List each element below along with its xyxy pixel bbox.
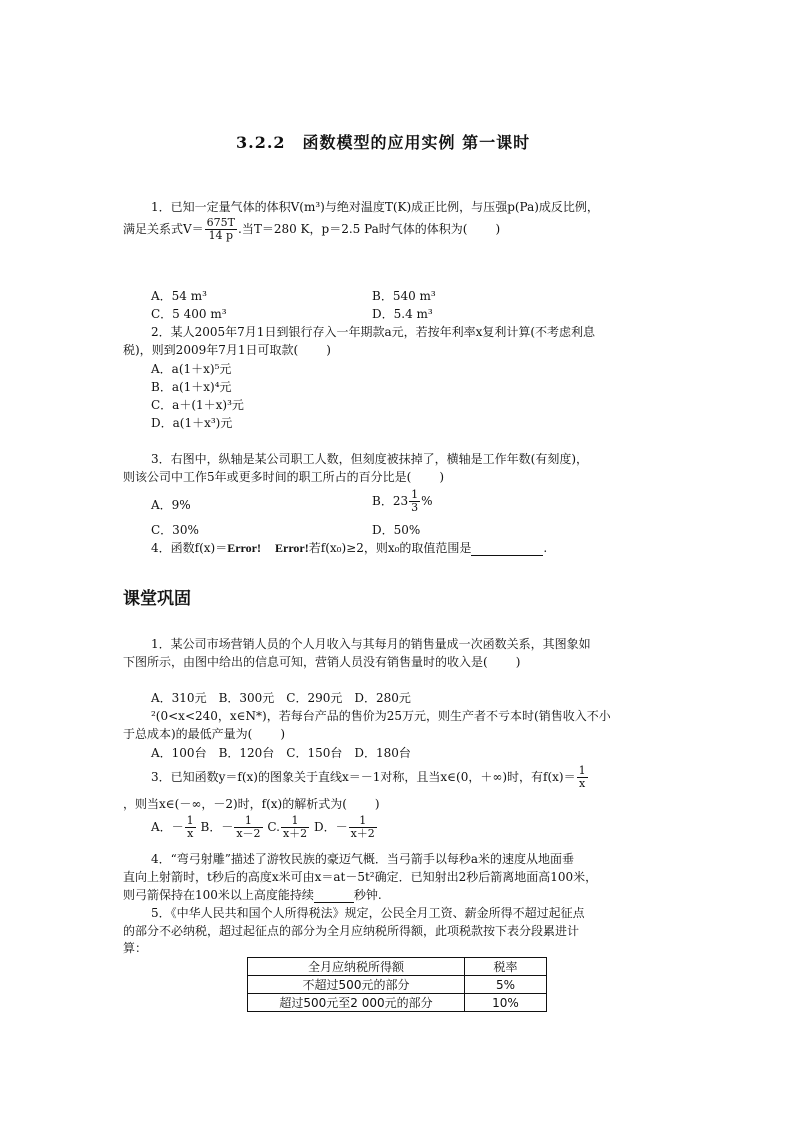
q1-frac-denominator: 14 p [208,229,234,242]
q3-option-b [372,489,433,514]
tax-rate-table [247,957,547,1012]
page-title: 3.2.2 函数模型的应用实例 第一课时 [236,133,531,152]
p1-options: A．310元 B．300元 C．290元 D．280元 [151,691,411,705]
p3-a-denominator: x [187,827,194,840]
p3-option-d-fraction [349,815,377,840]
p5-line1: 5．《中华人民共和国个人所得税法》规定，公民全月工资、薪金所得不超过起征点 [151,906,585,920]
q2-close-paren: ) [326,343,331,357]
p3-fx-denominator: x [579,777,586,790]
p2-line1: ²(0<x<240，x∈N*)，若每台产品的售价为25万元，则生产者不亏本时(销售收入不小 [151,709,611,723]
table-cell-bracket: 超过500元至2 000元的部分 [248,994,465,1012]
p2-close-paren: ) [280,727,286,741]
q1-line2-pre: 满足关系式V＝ [123,222,204,236]
q4-error-2: Error! [274,541,309,555]
p3-close-paren: ) [374,797,380,811]
q1-line2 [123,217,500,242]
table-cell-rate: 10% [465,994,547,1012]
q2-option-a: A．a(1＋x)⁵元 [151,362,232,376]
p5-line3: 算： [123,941,148,955]
p4-line3-post: 秒钟. [353,888,382,902]
table-header-row [248,958,547,976]
p3-d-denominator: x＋2 [350,827,375,840]
p3-b-numerator: 1 [234,815,262,828]
p2-line2-text: 于总成本)的最低产量为( [123,727,253,741]
p2-options: A．100台 B．120台 C．150台 D．180台 [151,746,411,760]
p4-line1: 4．“弯弓射雕”描述了游牧民族的豪迈气概．当弓箭手以每秒a米的速度从地面垂 [151,852,575,866]
p3-line2-text: ，则当x∈(－∞，－2)时，f(x)的解析式为( [123,797,347,811]
q3-option-b-fraction [409,489,420,514]
q1-line1: 1．已知一定量气体的体积V(m³)与绝对温度T(K)成正比例，与压强p(Pa)成反比例， [151,200,599,214]
q4-error-1: Error! [227,541,261,555]
q1-formula-fraction [205,217,237,242]
p3-b-denominator: x－2 [236,827,261,840]
q2-line2-text: 税)，则到2009年7月1日可取款( [123,343,299,357]
q1-option-c: C．5 400 m³ [151,307,227,321]
p4-line3-pre: 则弓箭保持在100米以上高度能持续 [123,888,314,902]
p3-fx-numerator: 1 [578,764,586,777]
q4-post: 若f(x₀)≥2，则x₀的取值范围是 [308,541,472,555]
q3-option-b-pre: B．23 [372,494,409,508]
q4-line [151,540,547,556]
p4-line2: 直向上射箭时，t秒后的高度x米可由x＝at－5t²确定．已知射出2秒后箭离地面高100米， [123,870,598,884]
q3-option-d: D．50% [372,523,421,537]
table-header-income: 全月应纳税所得额 [248,958,465,976]
q3-line2 [123,469,444,485]
p1-line1: 1．某公司市场营销人员的个人月收入与其每月的销售量成一次函数关系，其图象如 [151,637,591,651]
p2-line2 [123,726,285,742]
p1-line2 [123,654,520,670]
q3-close-paren: ) [439,470,445,484]
p3-option-a-fraction [185,815,196,840]
p3-d-numerator: 1 [349,815,377,828]
table-row [248,976,547,994]
q1-option-b: B．540 m³ [372,289,436,303]
q1-close-paren: ) [495,222,501,236]
q3-b-numerator: 1 [411,488,419,501]
p3-c-denominator: x＋2 [282,827,308,840]
q2-option-d: D．a(1＋x³)元 [151,416,233,430]
p3-option-a-pre: A．－ [151,820,184,834]
table-cell-rate: 5% [465,976,547,994]
p3-c-numerator: 1 [281,815,309,828]
q3-option-c: C．30% [151,523,199,537]
q2-option-b: B．a(1＋x)⁴元 [151,380,232,394]
q4-answer-blank [471,555,543,556]
p3-option-d-pre: D．－ [313,820,348,834]
q2-line2 [123,342,331,358]
p3-option-b-pre: B．－ [200,820,234,834]
table-row [248,994,547,1012]
p3-a-numerator: 1 [186,814,194,827]
q3-line1: 3．右图中，纵轴是某公司职工人数，但刻度被抹掉了，横轴是工作年数(有刻度)， [151,452,589,466]
q2-option-c: C．a＋(1＋x)³元 [151,398,244,412]
table-cell-bracket: 不超过500元的部分 [248,976,465,994]
q3-option-a: A．9% [151,498,191,512]
q3-option-b-post: % [421,494,433,508]
p5-line2: 的部分不必纳税，超过起征点的部分为全月应纳税所得额，此项税款按下表分段累进计 [123,924,580,938]
section-heading: 课堂巩固 [123,589,191,609]
p4-answer-blank [314,902,354,903]
p3-option-b-fraction [234,815,262,840]
q4-end: . [543,541,548,555]
p3-fx-fraction [577,765,588,790]
p1-line2-text: 下图所示，由图中给出的信息可知，营销人员没有销售量时的收入是( [123,655,488,669]
p3-line1-text: 3．已知函数y＝f(x)的图象关于直线x＝－1对称，且当x∈(0，＋∞)时，有f(x)＝ [151,770,576,784]
p3-options [151,815,378,840]
p3-line2 [123,796,380,812]
q1-option-d: D．5.4 m³ [372,307,433,321]
p3-option-c-fraction [281,815,309,840]
q1-frac-numerator: 675T [206,216,236,229]
p4-line3 [123,887,382,903]
p1-close-paren: ) [515,655,521,669]
q2-line1: 2．某人2005年7月1日到银行存入一年期款a元，若按年利率x复利计算(不考虑利息 [151,325,596,339]
q1-line2-post: .当T＝280 K，p＝2.5 Pa时气体的体积为( [238,222,468,236]
q3-b-denominator: 3 [411,501,419,514]
q3-line2-text: 则该公司中工作5年或更多时间的职工所占的百分比是( [123,470,412,484]
q4-pre: 4．函数f(x)＝ [151,541,228,555]
p3-line1 [151,765,589,790]
p3-option-c-pre: C. [267,820,280,834]
q1-option-a: A．54 m³ [151,289,207,303]
table-header-rate: 税率 [465,958,547,976]
